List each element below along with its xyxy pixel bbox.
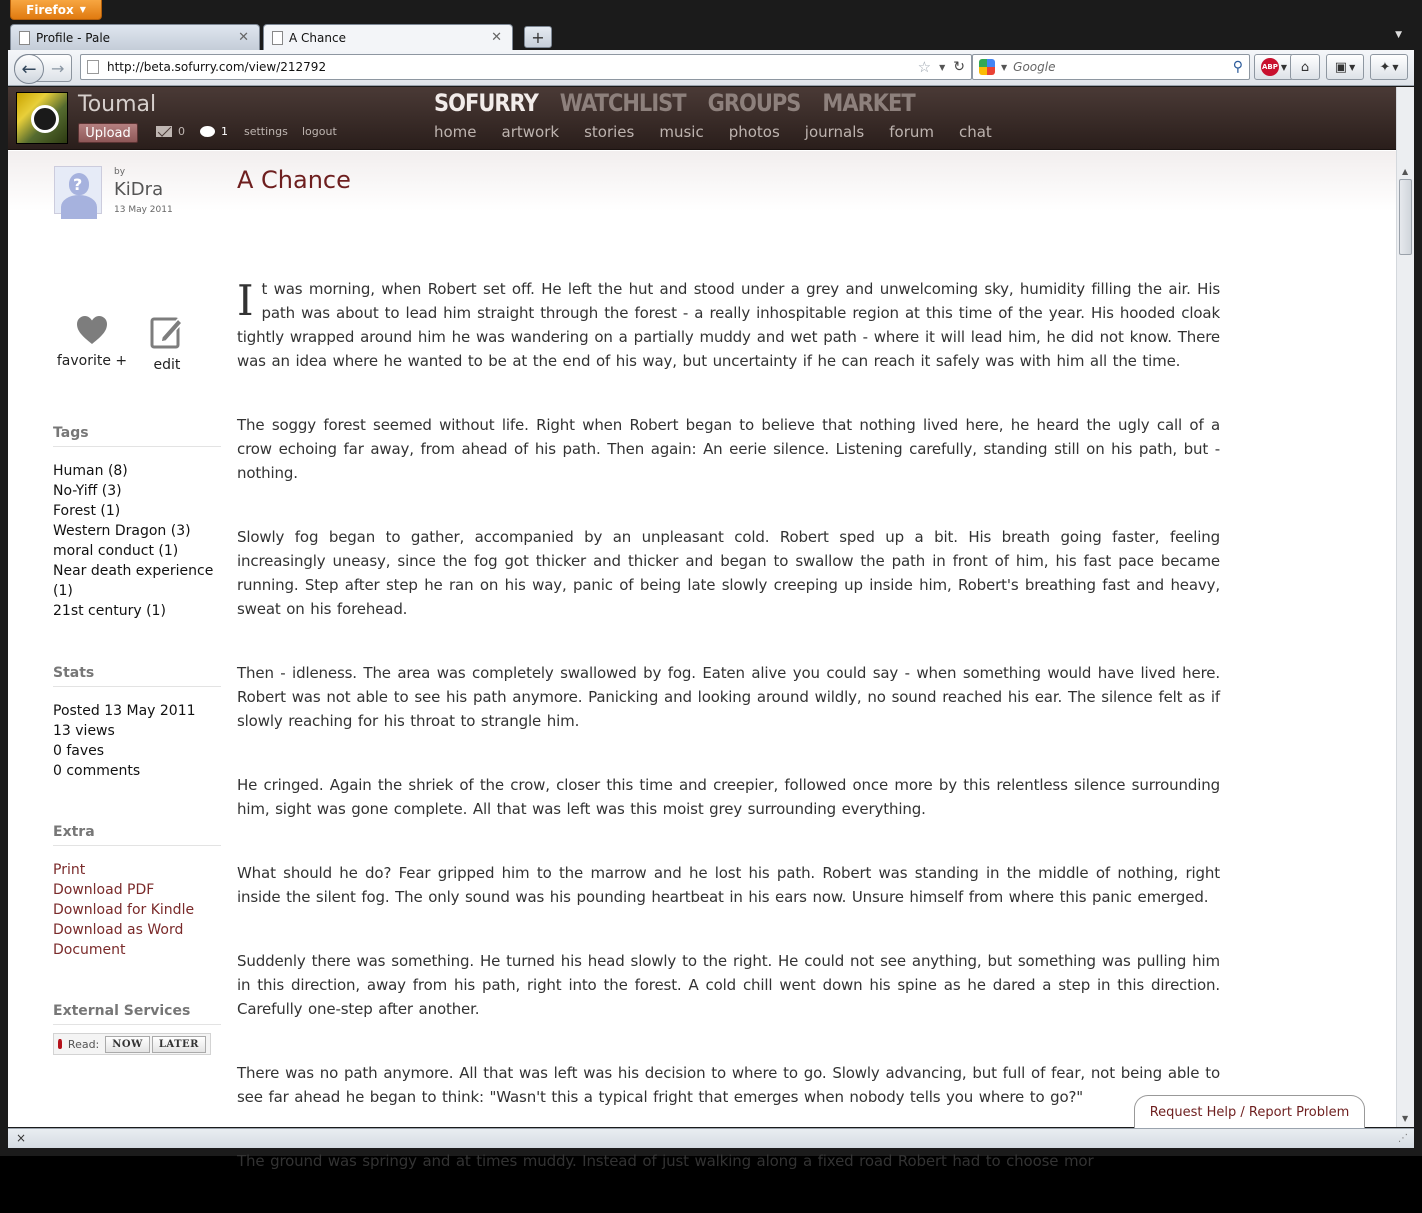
author-avatar[interactable] (54, 166, 102, 214)
resize-grip-icon[interactable]: ⋰ (1398, 1133, 1408, 1144)
back-forward-group (14, 54, 72, 82)
google-engine-icon[interactable] (979, 59, 995, 75)
tag-item[interactable]: Near death experience (1) (53, 563, 214, 599)
user-avatar[interactable] (16, 92, 68, 144)
caret-down-icon: ▼ (1392, 62, 1399, 72)
nav-forum[interactable]: forum (889, 123, 934, 141)
mail-icon (156, 126, 172, 137)
extra-title: Extra (53, 824, 221, 846)
edit-pencil-icon (138, 315, 196, 349)
read-later-widget (53, 1033, 211, 1055)
story-paragraph: He cringed. Again the shriek of the crow, closer this time and creepier, followed once more by this relentless silence surrounding him, sight was gone complete. All that was left was this moist grey surrounding everything. (237, 776, 1220, 818)
status-bar (8, 1128, 1414, 1148)
download-word-link[interactable]: Download as Word Document (53, 922, 184, 958)
author-date: 13 May 2011 (114, 205, 173, 215)
download-kindle-link[interactable]: Download for Kindle (53, 902, 195, 918)
adblock-button[interactable] (1254, 54, 1294, 80)
puzzle-icon: ✦ (1379, 59, 1391, 75)
search-bar[interactable] (972, 54, 1250, 80)
site-nav (434, 123, 992, 141)
extra-section (53, 824, 221, 960)
story-paragraph: Then - idleness. The area was completely swallowed by fog. Eaten alive you could say - when something would have lived here. Robert was not able to see his path anymore. Panicking and looking around wildly, no sound reached his ear. The silence felt as if slowly reaching for his throat to strangle him. (237, 664, 1220, 730)
url-text[interactable]: http://beta.sofurry.com/view/212792 (107, 60, 327, 74)
stat-item: Posted 13 May 2011 (53, 703, 196, 719)
tags-section (53, 425, 221, 621)
history-dropdown-icon[interactable]: ▼ (939, 62, 946, 72)
header-username[interactable]: Toumal (78, 92, 157, 117)
external-services-section (53, 1003, 221, 1055)
firefox-menu-button[interactable] (10, 0, 102, 20)
tag-item[interactable]: No-Yiff (3) (53, 483, 122, 499)
logout-link[interactable]: logout (302, 125, 337, 138)
read-hat-icon (58, 1039, 62, 1049)
avatar-body (61, 195, 97, 219)
tags-title: Tags (53, 425, 221, 447)
edit-label: edit (153, 357, 181, 373)
author-name[interactable]: KiDra (114, 179, 164, 200)
nav-photos[interactable]: photos (728, 123, 780, 141)
dropcap: I (237, 276, 254, 325)
read-later-button[interactable]: LATER (152, 1036, 206, 1053)
upload-button[interactable]: Upload (78, 123, 138, 143)
favorite-button[interactable] (52, 315, 132, 369)
logo-watchlist[interactable]: WATCHLIST (559, 89, 686, 117)
print-link[interactable]: Print (53, 862, 86, 878)
tag-item[interactable]: Western Dragon (3) (53, 523, 191, 539)
comment-count: 1 (221, 125, 228, 138)
tab-a-chance[interactable] (263, 24, 513, 50)
web-page (8, 87, 1414, 1170)
settings-link[interactable]: settings (244, 125, 288, 138)
nav-stories[interactable]: stories (584, 123, 635, 141)
bookmarks-icon: ▣ (1334, 59, 1348, 75)
scroll-down-icon[interactable]: ▼ (1402, 1114, 1409, 1123)
read-label: Read: (67, 1037, 100, 1051)
story-paragraph: What should he do? Fear gripped him to the marrow and he lost his path. Robert was standing in the middle of nothing, right inside the silent fog. The only sound was his pounding heartbeat in his ears now. Unsure himself from where this panic emerged. (237, 864, 1220, 906)
stat-item: 0 comments (53, 763, 141, 779)
site-header (8, 87, 1396, 150)
new-tab-button[interactable]: + (524, 26, 552, 48)
logo-groups[interactable]: GROUPS (707, 89, 801, 117)
home-icon: ⌂ (1300, 59, 1310, 75)
home-button[interactable] (1290, 54, 1320, 80)
tag-item[interactable]: moral conduct (1) (53, 543, 179, 559)
logo-market[interactable]: MARKET (822, 89, 915, 117)
search-placeholder[interactable]: Google (1013, 60, 1056, 74)
comments-link[interactable] (200, 125, 228, 138)
bookmark-star-icon[interactable]: ☆ (917, 58, 932, 76)
tag-item[interactable]: Forest (1) (53, 503, 121, 519)
tab-strip (10, 24, 1414, 50)
comment-bubble-icon (200, 126, 215, 137)
header-gradient (8, 151, 1396, 211)
adblock-icon: ABP (1261, 58, 1279, 76)
tag-item[interactable]: Human (8) (53, 463, 128, 479)
page-icon (19, 31, 30, 45)
firefox-menu-label: Firefox (26, 2, 74, 17)
story-paragraph (237, 277, 1220, 373)
heart-icon (52, 315, 132, 345)
list-all-tabs-icon[interactable]: ▼ (1395, 30, 1402, 40)
url-bar[interactable] (80, 54, 972, 80)
story-title: A Chance (237, 166, 351, 194)
page-icon (272, 31, 283, 45)
nav-chat[interactable]: chat (958, 123, 992, 141)
stats-title: Stats (53, 665, 221, 687)
paragraph-text: t was morning, when Robert set off. He left the hut and stood under a grey and unwelcoming sky, humidity filling the air. His path was about to lead him straight through the forest - a really inhospitable region at this time of the year. His hooded cloak tightly wrapped around him he was wandering on a partially muddy and wet path - where it will lead him, he did not know. There was an idea where he wanted to be at the end of his way, but uncertainty if he can reach it safely was with him all the time. (237, 280, 1220, 370)
request-help-button[interactable]: Request Help / Report Problem (1134, 1095, 1365, 1129)
story-paragraph: Slowly fog began to gather, accompanied by an unpleasant cold. Robert sped up a bit. His breath going faster, feeling increasingly uneasy, since the fog got thicker and thicker and began to swallow the path in front of him, his fast pace became running. Step after step he ran on his way, panic of being late slowly creeping up inside him, Robert's breathing fast and heavy, sweat on his forehead. (237, 528, 1220, 618)
tags-list (53, 461, 221, 621)
caret-down-icon: ▼ (79, 5, 86, 14)
tab-profile-pale[interactable] (10, 24, 260, 50)
stats-section (53, 665, 221, 781)
question-mark-icon: ? (73, 175, 83, 194)
navigation-toolbar (8, 50, 1414, 86)
download-pdf-link[interactable]: Download PDF (53, 882, 155, 898)
site-identity-icon[interactable] (87, 60, 99, 74)
extra-list (53, 860, 221, 960)
nav-journals[interactable]: journals (804, 123, 865, 141)
search-icon[interactable]: ⚲ (1232, 59, 1243, 75)
close-tab-icon[interactable]: ✕ (491, 30, 502, 45)
messages-link[interactable] (156, 125, 185, 138)
by-label: by (114, 167, 126, 177)
read-now-button[interactable]: NOW (105, 1036, 150, 1053)
caret-down-icon: ▼ (1280, 62, 1288, 72)
nav-music[interactable]: music (659, 123, 704, 141)
edit-button[interactable] (138, 315, 196, 373)
mail-count: 0 (178, 125, 185, 138)
site-logo-row (434, 91, 915, 115)
engine-dropdown-icon[interactable]: ▼ (1001, 62, 1008, 72)
story-body (237, 277, 1220, 1213)
close-addon-bar-icon[interactable]: × (16, 1131, 27, 1145)
scroll-up-icon[interactable]: ▲ (1402, 167, 1409, 176)
tab-title: A Chance (289, 30, 346, 45)
story-paragraph: There was no path anymore. All that was left was his decision to where to go. Slowly advancing, but full of fear, not being able to see far ahead he began to think: "Wasn't this a typical fright that emerges when nobody tells you where to go?" (237, 1064, 1220, 1106)
caret-down-icon: ▼ (1349, 62, 1356, 72)
stats-list (53, 701, 221, 781)
external-services-title: External Services (53, 1003, 221, 1025)
story-paragraph: The soggy forest seemed without life. Right when Robert began to believe that nothing lived here, he heard the ugly call of a crow echoing far away, from ahead of his path. Then again: An eerie silence. Listening carefully, standing still on his path, but - nothing. (237, 416, 1220, 482)
stat-item: 0 faves (53, 743, 105, 759)
forward-button[interactable]: → (51, 59, 65, 78)
back-button[interactable]: ← (14, 54, 44, 84)
bookmarks-button[interactable] (1326, 54, 1364, 80)
scroll-thumb[interactable] (1399, 179, 1412, 255)
addon-button[interactable] (1370, 54, 1408, 80)
story-paragraph: Suddenly there was something. He turned his head slowly to the right. He could not see anything, but something was pulling him in this direction, away from his path, right into the forest. A cold chill went down his spine as he dared a step in this direction. Carefully one-step after another. (237, 952, 1220, 1018)
logo-sofurry[interactable]: SOFURRY (434, 89, 538, 117)
nav-artwork[interactable]: artwork (501, 123, 560, 141)
favorite-label: favorite + (56, 353, 128, 369)
reload-icon[interactable]: ↻ (953, 59, 965, 75)
tag-item[interactable]: 21st century (1) (53, 603, 166, 619)
tab-title: Profile - Pale (36, 30, 111, 45)
vertical-scrollbar[interactable] (1396, 87, 1414, 1127)
stat-item: 13 views (53, 723, 115, 739)
close-tab-icon[interactable]: ✕ (238, 30, 249, 45)
nav-home[interactable]: home (434, 123, 477, 141)
story-paragraph: The ground was springy and at times muddy. Instead of just walking along a fixed road Robert had to choose mor (237, 1152, 1094, 1170)
